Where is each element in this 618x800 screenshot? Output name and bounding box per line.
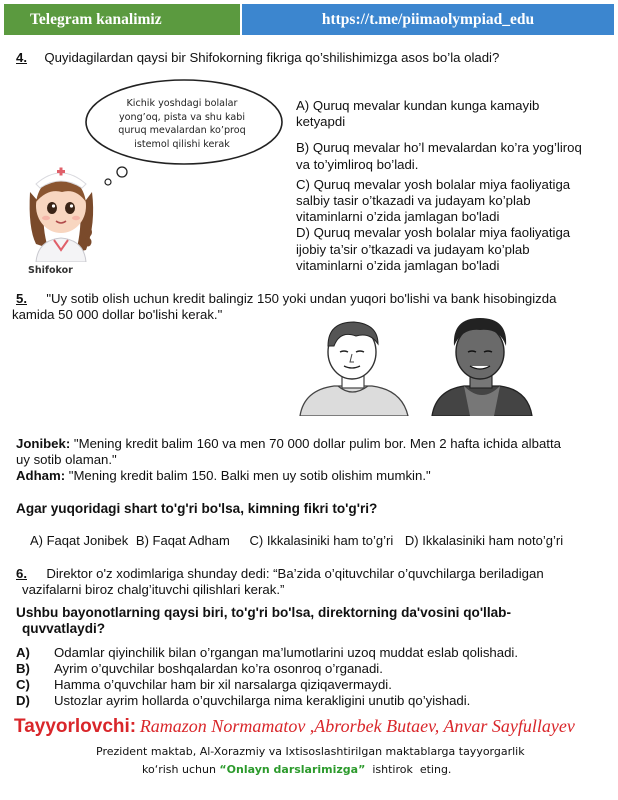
- option-a-line: A) Quruq mevalar kundan kunga kamayib: [296, 98, 540, 113]
- option-d-line: D) Quruq mevalar yosh bolalar miya faoliyatiga: [296, 225, 571, 241]
- question-5-text: Agar yuqoridagi shart to'g'ri bo'lsa, kimning fikri to'g'ri?: [16, 501, 378, 516]
- question-4-title: [16, 50, 499, 66]
- option-a[interactable]: [16, 645, 616, 661]
- option-text: Odamlar qiyinchilik bilan o’rgangan ma’lumotlarini uzoq muddat eslab qolishadi.: [54, 645, 519, 660]
- question-6-text-line: quvvatlaydi?: [22, 621, 106, 636]
- header-telegram-link[interactable]: https://t.me/piimaolympiad_edu: [242, 4, 614, 35]
- jonibek-statement: [16, 436, 616, 468]
- option-c[interactable]: [296, 177, 614, 226]
- adham-text: "Mening kredit balim 150. Balki men uy sotib olishim mumkin.": [65, 468, 431, 483]
- answer-a[interactable]: A) Faqat Jonibek: [30, 533, 129, 548]
- jonibek-label: Jonibek:: [16, 436, 71, 451]
- question-6-number: 6.: [16, 566, 27, 581]
- nurse-illustration-icon: [22, 158, 100, 262]
- boy-adham-illustration-icon: [428, 312, 534, 416]
- option-d-line: ijobiy ta’sir o’tkazadi va judayam ko’plab: [296, 241, 530, 257]
- footer-line-2: [142, 762, 451, 778]
- jonibek-text-line2: uy sotib olaman.": [16, 452, 117, 467]
- question-4-number: 4.: [16, 50, 27, 65]
- adham-label: Adham:: [16, 468, 66, 483]
- question-6-options: [16, 645, 616, 709]
- option-c[interactable]: [16, 677, 616, 693]
- option-text: Ustozlar ayrim hollarda o’quvchilarga nima kerakligini unutib qo’yishadi.: [54, 693, 471, 708]
- option-d[interactable]: [16, 693, 616, 709]
- option-c-line: vitaminlarni o’zida jamlagan bo'ladi: [296, 209, 500, 225]
- question-6-statement: [16, 566, 616, 598]
- question-4-text: Quyidagilardan qaysi bir Shifokorning fikriga qo’shilishimizga asos bo’la oladi?: [44, 50, 500, 65]
- option-letter: C): [16, 677, 30, 692]
- option-a[interactable]: [296, 98, 614, 130]
- footer-line-1: Prezident maktab, Al-Xorazmiy va Ixtisoslashtirilgan maktablarga tayyorgarlik: [96, 745, 525, 758]
- online-lessons-link[interactable]: “Onlayn darslarimizga”: [219, 763, 366, 776]
- question-4-options: [296, 98, 614, 274]
- option-b[interactable]: [296, 140, 614, 172]
- question-6-statement-line: vazifalarni biroz chalg’ituvchi qilishlari kerak.”: [22, 582, 285, 597]
- bubble-line: quruq mevalardan ko’proq: [118, 125, 246, 137]
- option-a-line: ketyapdi: [296, 114, 346, 130]
- answer-b[interactable]: B) Faqat Adham: [135, 533, 230, 548]
- bubble-line: yong’oq, pista va shu kabi: [118, 111, 246, 123]
- footer-line-2-after: ishtirok eting.: [365, 763, 452, 776]
- option-letter: D): [16, 693, 30, 708]
- question-5-answers: [30, 533, 567, 549]
- footer-title: Tayyorlovchi:: [14, 716, 137, 737]
- nurse-caption: Shifokor: [28, 265, 73, 276]
- option-d-line: vitaminlarni o’zida jamlagan bo'ladi: [296, 257, 500, 273]
- question-5-statement-line: "Uy sotib olish uchun kredit balingiz 150 yoki undan yuqori bo'lishi va bank hisobingizda: [46, 291, 557, 306]
- question-6-text: [16, 605, 616, 637]
- option-c-line: salbiy tasir o’tkazadi va judayam ko’plab: [296, 193, 531, 209]
- option-b[interactable]: [16, 661, 616, 677]
- boy-jonibek-illustration-icon: [294, 316, 412, 416]
- footer-authors: [14, 718, 575, 736]
- answer-d[interactable]: D) Ikkalasiniki ham noto’g’ri: [404, 533, 564, 548]
- answer-c[interactable]: C) Ikkalasiniki ham to’g’ri: [249, 533, 394, 548]
- question-5-statement-line: kamida 50 000 dollar bo'lishi kerak.": [12, 307, 223, 322]
- option-b-line: va to’yimliroq bo’ladi.: [296, 156, 419, 172]
- option-letter: A): [16, 645, 30, 660]
- option-d[interactable]: [296, 225, 614, 274]
- option-text: Hamma o’quvchilar ham bir xil narsalarga qiziqavermaydi.: [54, 677, 392, 692]
- question-6-text-line: Ushbu bayonotlarning qaysi biri, to'g'ri bo'lsa, direktorning da'vosini qo'llab-: [16, 605, 512, 620]
- question-6-statement-line: Direktor o'z xodimlariga shunday dedi: “Ba’zida o’qituvchilar o’quvchilarga beriladigan: [46, 566, 544, 581]
- option-letter: B): [16, 661, 30, 676]
- option-text: Ayrim o’quvchilar boshqalardan ko’ra osonroq o’rganadi.: [54, 661, 383, 676]
- adham-statement: [16, 468, 431, 484]
- bubble-text: [96, 97, 268, 151]
- bubble-line: Kichik yoshdagi bolalar: [126, 98, 238, 109]
- question-5-number: 5.: [16, 291, 27, 306]
- jonibek-text: "Mening kredit balim 160 va men 70 000 dollar pulim bor. Men 2 hafta ichida albatta: [70, 436, 561, 451]
- footer-names: Ramazon Normamatov ,Abrorbek Butaev, Anvar Sayfullayev: [139, 716, 575, 736]
- option-b-line: B) Quruq mevalar ho’l mevalardan ko’ra yog’liroq: [296, 140, 582, 156]
- footer-line-2-before: ko‘rish uchun: [142, 763, 220, 776]
- bubble-line: istemol qilishi kerak: [134, 138, 230, 150]
- option-c-line: C) Quruq mevalar yosh bolalar miya faoliyatiga: [296, 176, 571, 192]
- header-telegram-label: Telegram kanalimiz: [4, 4, 240, 35]
